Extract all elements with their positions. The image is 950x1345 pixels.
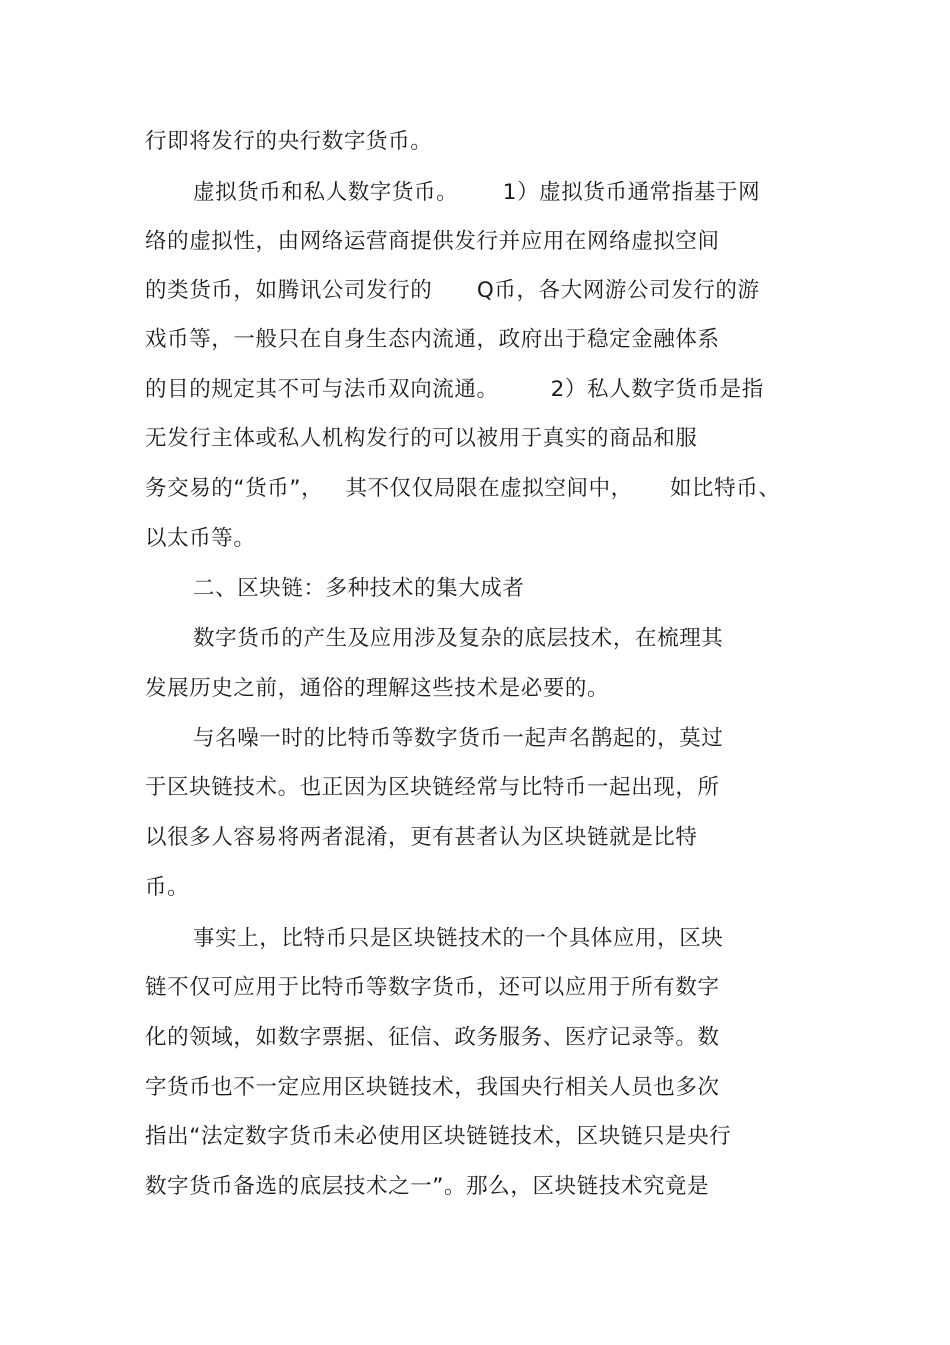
text-line: 于区块链技术。也正因为区块链经常与比特币一起出现，所 <box>145 775 720 800</box>
text-line: 指出“法定数字货币未必使用区块链链技术，区块链只是央行 <box>145 1124 732 1149</box>
text-line: 以太币等。 <box>145 526 256 551</box>
text-line: 虚拟货币和私人数字货币。 1）虚拟货币通常指基于网 <box>193 180 761 205</box>
text-line: 字货币也不一定应用区块链技术，我国央行相关人员也多次 <box>145 1075 720 1100</box>
text-line: 以很多人容易将两者混淆，更有甚者认为区块链就是比特 <box>145 825 698 850</box>
text-line: 与名噪一时的比特币等数字货币一起声名鹊起的，莫过 <box>193 726 724 751</box>
section-heading: 二、区块链：多种技术的集大成者 <box>193 576 525 601</box>
text-line: 事实上，比特币只是区块链技术的一个具体应用，区块 <box>193 926 724 951</box>
text-line: 务交易的“货币”， 其不仅仅局限在虚拟空间中， 如比特币、 <box>145 476 781 501</box>
text-line: 行即将发行的央行数字货币。 <box>145 129 433 154</box>
text-line: 戏币等，一般只在自身生态内流通，政府出于稳定金融体系 <box>145 327 720 352</box>
text-line: 的类货币，如腾讯公司发行的 Q币，各大网游公司发行的游 <box>145 278 760 303</box>
text-line: 币。 <box>145 875 190 900</box>
text-line: 链不仅可应用于比特币等数字货币，还可以应用于所有数字 <box>145 975 720 1000</box>
text-line: 数字货币的产生及应用涉及复杂的底层技术，在梳理其 <box>193 626 724 651</box>
text-line: 络的虚拟性，由网络运营商提供发行并应用在网络虚拟空间 <box>145 229 720 254</box>
text-line: 化的领域，如数字票据、征信、政务服务、医疗记录等。数 <box>145 1025 720 1050</box>
text-line: 数字货币备选的底层技术之一”。那么，区块链技术究竟是 <box>145 1174 710 1199</box>
text-line: 无发行主体或私人机构发行的可以被用于真实的商品和服 <box>145 426 698 451</box>
text-line: 发展历史之前，通俗的理解这些技术是必要的。 <box>145 676 610 701</box>
text-line: 的目的规定其不可与法币双向流通。 2）私人数字货币是指 <box>145 377 764 402</box>
